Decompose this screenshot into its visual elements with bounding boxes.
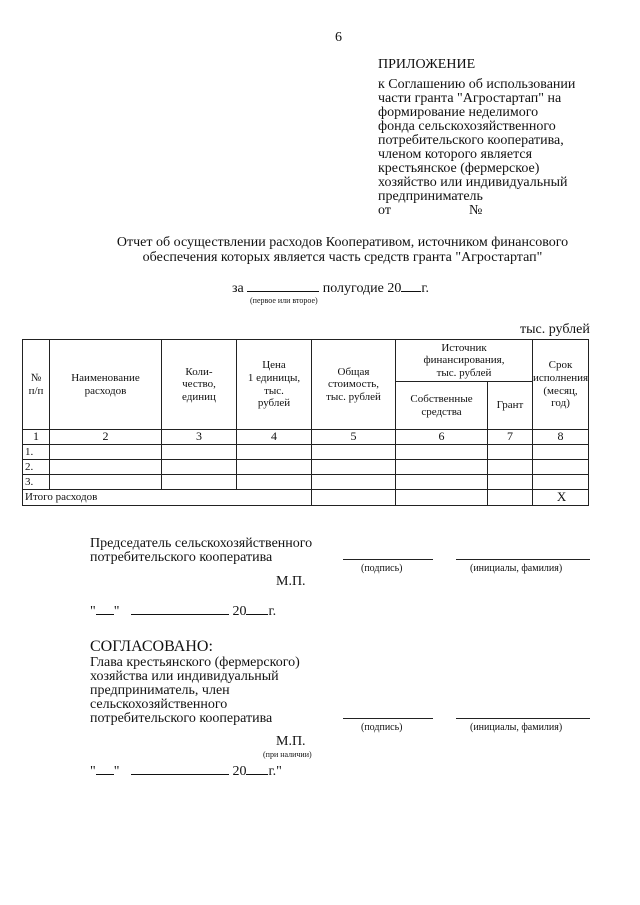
table-cell[interactable] [312, 460, 396, 475]
appendix-line: крестьянское (фермерское) [378, 161, 540, 176]
table-cell[interactable] [488, 445, 533, 460]
table-cell[interactable] [162, 460, 237, 475]
month-blank[interactable] [131, 602, 229, 615]
chair-initials-caption: (инициалы, фамилия) [470, 563, 563, 574]
agreed-signature-line[interactable] [343, 718, 433, 719]
agreed-line: сельскохозяйственного [90, 697, 228, 712]
chair-initials-line[interactable] [456, 559, 590, 560]
column-number: 3 [162, 430, 237, 445]
date-quote: " [90, 604, 96, 619]
total-grant-cell[interactable] [488, 490, 533, 506]
report-title-line: обеспечения которых является часть средств гранта "Агростартап" [142, 249, 543, 265]
appendix-line: предприниматель [378, 189, 483, 204]
appendix-block [378, 58, 628, 218]
table-cell[interactable] [162, 445, 237, 460]
month-blank[interactable] [131, 762, 229, 775]
date-quote: " [113, 764, 120, 779]
appendix-line: членом которого является [378, 147, 533, 162]
day-blank[interactable] [96, 762, 114, 775]
table-cell[interactable] [533, 445, 589, 460]
from-label: от [378, 203, 391, 218]
chair-line: потребительского кооператива [90, 550, 273, 565]
appendix-title: ПРИЛОЖЕНИЕ [378, 57, 476, 72]
table-cell[interactable] [162, 475, 237, 490]
header-total-cost: Общая стоимость, тыс. рублей [312, 340, 396, 430]
table-cell[interactable] [237, 445, 312, 460]
agreed-stamp-label: М.П. [276, 734, 306, 749]
year-blank[interactable] [401, 279, 421, 292]
appendix-line: части гранта "Агростартап" на [378, 91, 562, 106]
table-cell[interactable] [50, 445, 162, 460]
units-label: тыс. рублей [520, 322, 590, 337]
chair-signature-line[interactable] [343, 559, 433, 560]
agreed-initials-line[interactable] [456, 718, 590, 719]
column-number: 8 [533, 430, 589, 445]
header-price: Цена 1 единицы, тыс. рублей [237, 340, 312, 430]
table-cell[interactable] [237, 475, 312, 490]
report-title-line: Отчет об осуществлении расходов Кооперативом, источником финансового [116, 235, 569, 250]
agreed-line: потребительского кооператива [90, 711, 273, 726]
table-row [23, 445, 589, 460]
table-cell[interactable] [50, 460, 162, 475]
column-numbers-row [23, 430, 589, 445]
header-own-funds: Собственные средства [396, 382, 488, 430]
day-blank[interactable] [96, 602, 114, 615]
date-year: 20 [232, 764, 247, 779]
period-hint: (первое или второе) [250, 296, 318, 305]
column-number: 7 [488, 430, 533, 445]
period-suffix: полугодие 20 [322, 281, 402, 296]
column-number: 2 [50, 430, 162, 445]
table-cell[interactable] [533, 475, 589, 490]
header-name: Наименование расходов [50, 340, 162, 430]
agreed-signatory [90, 656, 300, 726]
table-cell[interactable] [396, 475, 488, 490]
row-number: 2. [23, 460, 50, 475]
period-end: г. [421, 281, 430, 296]
table-cell[interactable] [312, 445, 396, 460]
agreed-signature-caption: (подпись) [361, 722, 403, 733]
appendix-line: к Соглашению об использовании [378, 77, 576, 92]
appendix-from-row [378, 204, 628, 218]
date-year: 20 [232, 604, 247, 619]
number-label: № [468, 203, 483, 218]
chair-signature-caption: (подпись) [361, 563, 403, 574]
chair-date [90, 602, 276, 620]
table-cell[interactable] [312, 475, 396, 490]
column-number: 6 [396, 430, 488, 445]
period-prefix: за [232, 281, 244, 296]
date-quote: " [90, 764, 96, 779]
total-own-cell[interactable] [396, 490, 488, 506]
agreed-date [90, 762, 282, 780]
agreed-line: Глава крестьянского (фермерского) [90, 655, 300, 670]
page-number: 6 [335, 30, 342, 45]
agreed-title: СОГЛАСОВАНО: [90, 638, 213, 655]
table-cell[interactable] [488, 460, 533, 475]
agreed-initials-caption: (инициалы, фамилия) [470, 722, 563, 733]
row-number: 1. [23, 445, 50, 460]
total-label: Итого расходов [23, 490, 312, 506]
agreed-line: предприниматель, член [90, 683, 230, 698]
appendix-line: потребительского кооператива, [378, 133, 564, 148]
agreed-line: хозяйства или индивидуальный [90, 669, 279, 684]
expense-table [22, 339, 589, 506]
period-line [232, 279, 429, 297]
report-title [60, 236, 625, 265]
header-qty: Коли- чество, единиц [162, 340, 237, 430]
table-cell[interactable] [488, 475, 533, 490]
date-quote: " [113, 604, 120, 619]
total-cost-cell[interactable] [312, 490, 396, 506]
header-num: № п/п [23, 340, 50, 430]
table-row [23, 460, 589, 475]
column-number: 4 [237, 430, 312, 445]
table-cell[interactable] [396, 460, 488, 475]
date-end: г." [268, 764, 282, 779]
table-row [23, 475, 589, 490]
appendix-line: хозяйство или индивидуальный [378, 175, 568, 190]
appendix-line: формирование неделимого [378, 105, 539, 120]
column-number: 1 [23, 430, 50, 445]
table-cell[interactable] [237, 460, 312, 475]
date-end: г. [268, 604, 277, 619]
row-number: 3. [23, 475, 50, 490]
header-source: Источник финансирования, тыс. рублей [396, 340, 533, 382]
header-term: Срок исполнения (месяц, год) [533, 340, 589, 430]
table-cell[interactable] [533, 460, 589, 475]
table-cell[interactable] [50, 475, 162, 490]
chair-signatory [90, 537, 312, 565]
header-grant: Грант [488, 382, 533, 430]
column-number: 5 [312, 430, 396, 445]
chair-line: Председатель сельскохозяйственного [90, 536, 313, 551]
table-cell[interactable] [396, 445, 488, 460]
total-term-x: X [533, 490, 589, 506]
total-row [23, 490, 589, 506]
chair-stamp-label: М.П. [276, 574, 306, 589]
agreed-stamp-hint: (при наличии) [263, 750, 312, 759]
year-blank[interactable] [246, 602, 268, 615]
appendix-line: фонда сельскохозяйственного [378, 119, 556, 134]
year-blank[interactable] [246, 762, 268, 775]
period-blank[interactable] [247, 279, 319, 292]
